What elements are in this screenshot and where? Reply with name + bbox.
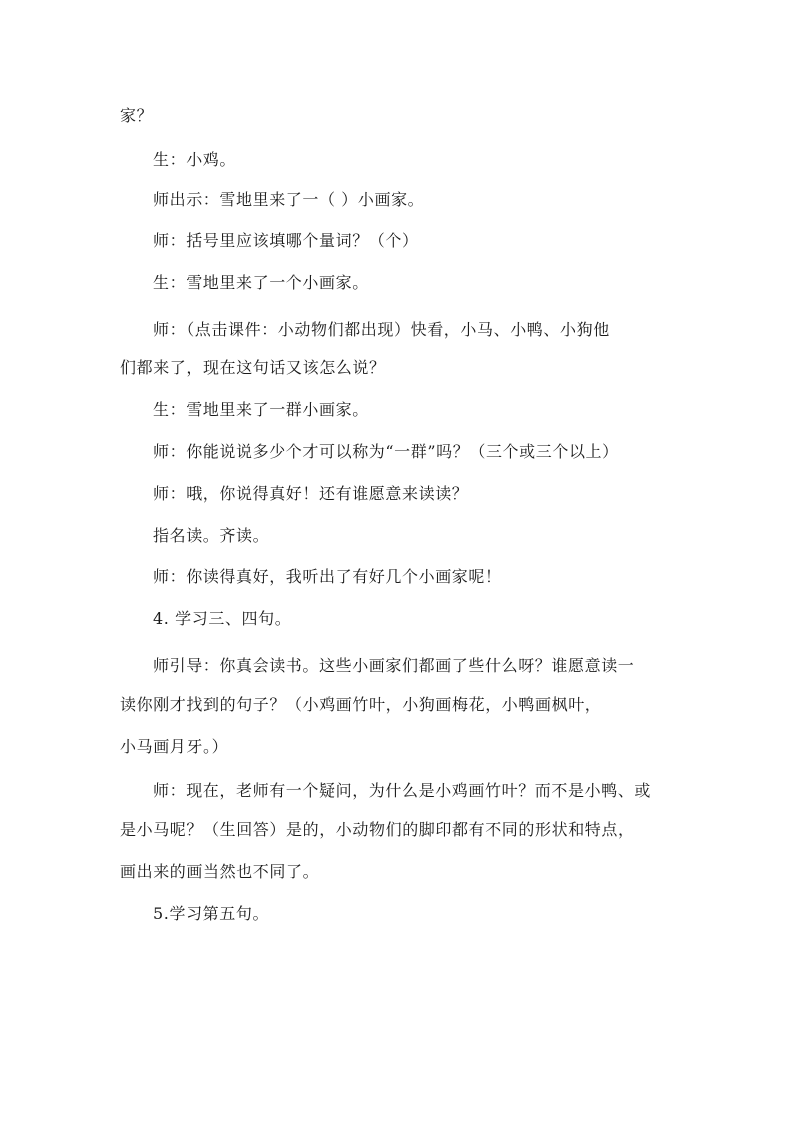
text-line: 读你刚才找到的句子？（小鸡画竹叶，小狗画梅花，小鸭画枫叶，: [120, 695, 602, 714]
text-line: 师：哦，你说得真好！还有谁愿意来读读？: [153, 484, 469, 503]
text-line: 师出示：雪地里来了一（ ）小画家。: [153, 190, 425, 209]
text-line: 师：（点击课件：小动物们都出现）快看，小马、小鸭、小狗他: [153, 320, 610, 339]
text-line: 生：小鸡。: [153, 150, 237, 169]
text-line: 师：括号里应该填哪个量词？（个）: [153, 231, 419, 250]
text-line: 师：你能说说多少个才可以称为“一群”吗？（三个或三个以上）: [153, 442, 619, 461]
text-line: 生：雪地里来了一个小画家。: [153, 273, 369, 292]
text-line: 师：现在，老师有一个疑问，为什么是小鸡画竹叶？而不是小鸭、或: [153, 781, 652, 800]
text-line: 画出来的画当然也不同了。: [120, 862, 320, 881]
text-line: 是小马呢？（生回答）是的，小动物们的脚印都有不同的形状和特点，: [120, 820, 635, 839]
text-line: 家？: [120, 106, 154, 125]
text-line: 生：雪地里来了一群小画家。: [153, 400, 369, 419]
text-line: 指名读。齐读。: [153, 526, 270, 545]
text-line: 们都来了，现在这句话又该怎么说？: [120, 358, 386, 377]
text-line: 师：你读得真好，我听出了有好几个小画家呢！: [153, 567, 502, 586]
text-line: 4. 学习三、四句。: [153, 609, 292, 628]
text-line: 师引导：你真会读书。这些小画家们都画了些什么呀？谁愿意读一: [153, 656, 635, 675]
text-line: 小马画月牙。）: [120, 737, 229, 756]
text-line: 5.学习第五句。: [153, 904, 270, 923]
